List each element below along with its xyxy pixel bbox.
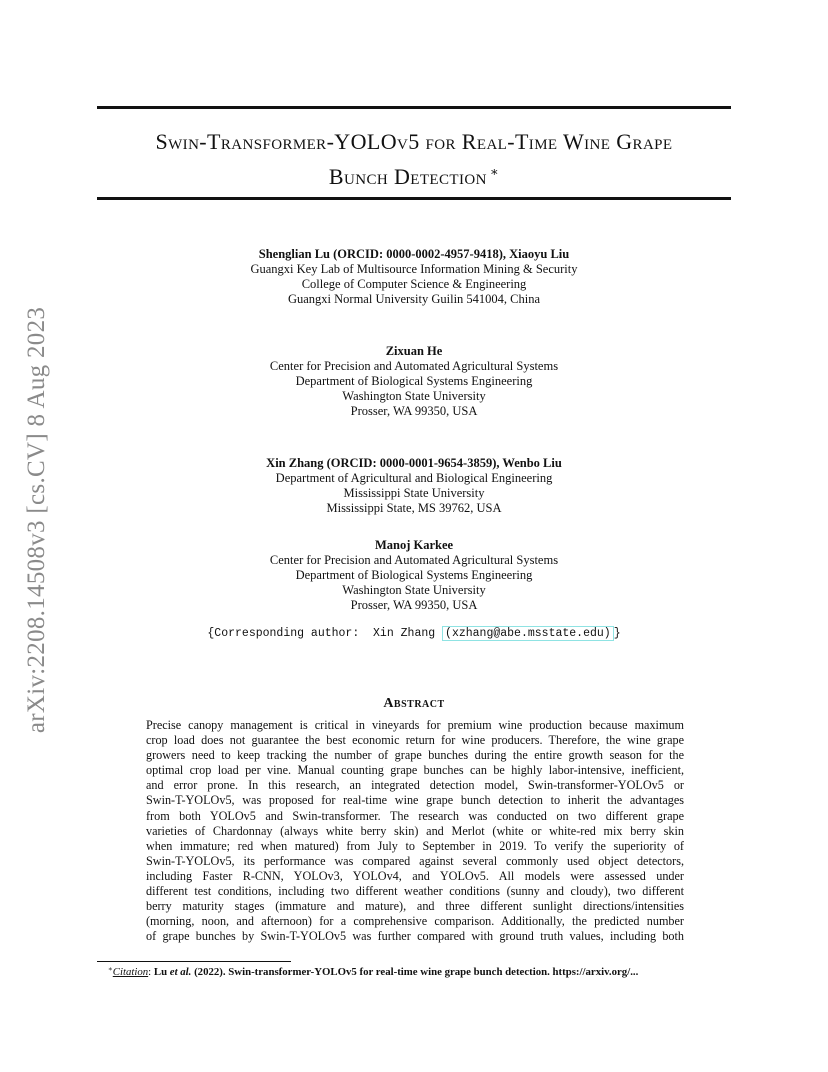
abstract-body	[146, 718, 684, 944]
affiliation-line: Guangxi Normal University Guilin 541004, China	[287, 292, 541, 306]
corresponding-author	[97, 627, 731, 640]
footnote-rule	[97, 961, 291, 962]
affiliation-line: Center for Precision and Automated Agricultural Systems	[269, 359, 559, 373]
affiliation-line: Washington State University	[342, 583, 486, 597]
affiliation-line: College of Computer Science & Engineering	[301, 277, 527, 291]
corresponding-prefix: {Corresponding author: Xin Zhang	[207, 627, 443, 640]
footnote-mark: ∗	[108, 965, 113, 973]
abstract-line: from both YOLOv5 and Swin-transformer. The research was conducted on two different grape	[146, 808, 684, 823]
footnote-separator: :	[148, 966, 154, 978]
abstract-line: optimal crop load per vine. Manual counting grape bunches can be highly labor-intensive, inefficient,	[146, 763, 684, 778]
abstract-line: berry maturity stages (immature and mature), and three different sunlight directions/intensities	[146, 899, 684, 914]
title-bottom-rule	[97, 197, 731, 200]
title-footnote-mark: ∗	[489, 164, 500, 179]
abstract-line: (morning, noon, and afternoon) for a comprehensive comparison. Additionally, the predicted number	[146, 914, 684, 929]
corresponding-suffix: }	[613, 627, 621, 640]
affiliation-line: Washington State University	[342, 389, 486, 403]
affiliation-line: Department of Biological Systems Engineering	[295, 374, 533, 388]
abstract-heading: Abstract	[383, 696, 445, 711]
footnote-citation-label: Citation	[112, 966, 149, 978]
paper-title	[97, 127, 731, 192]
footnote-reference[interactable]: (2022). Swin-transformer-YOLOv5 for real-time wine grape bunch detection. https://arxiv.org/...	[191, 966, 639, 978]
abstract-line: when immature; red when matured) from July to September in 2019. To verify the superiority of	[146, 838, 684, 853]
abstract-line: of grape bunches by Swin-T-YOLOv5 was further compared with ground truth values, including both	[146, 929, 684, 944]
paper-title-line-2	[97, 157, 731, 192]
affiliation-line: Department of Biological Systems Engineering	[295, 568, 533, 582]
author-block-3	[97, 456, 731, 516]
abstract-line: varieties of Chardonnay (always white berry skin) and Merlot (white or white-red mix berry skin	[146, 823, 684, 838]
abstract-line: including Faster R-CNN, YOLOv3, YOLOv4, and YOLOv5. All models were assessed under	[146, 868, 684, 883]
paper-title-line-1: Swin-Transformer-YOLOv5 for Real-Time Wine Grape	[155, 129, 673, 154]
abstract-line: different test conditions, including two different weather conditions (sunny and cloudy), two different	[146, 884, 684, 899]
corresponding-email-link[interactable]: (xzhang@abe.msstate.edu)	[442, 626, 614, 641]
arxiv-identifier-stamp: arXiv:2208.14508v3 [cs.CV] 8 Aug 2023	[23, 306, 50, 734]
abstract-line: Swin-T-YOLOv5, was proposed for real-time wine grape bunch detection to inherit the advantages	[146, 793, 684, 808]
citation-footnote	[108, 965, 733, 978]
author-names: Xin Zhang (ORCID: 0000-0001-9654-3859), Wenbo Liu	[266, 456, 562, 470]
affiliation-line: Prosser, WA 99350, USA	[350, 598, 478, 612]
author-names: Manoj Karkee	[374, 538, 454, 552]
author-block-1	[97, 247, 731, 307]
affiliation-line: Mississippi State, MS 39762, USA	[326, 501, 502, 515]
author-names: Zixuan He	[385, 344, 443, 358]
abstract-line: and error prone. In this research, an integrated detection model, Swin-transformer-YOLOv5 or	[146, 778, 684, 793]
author-names: Shenglian Lu (ORCID: 0000-0002-4957-9418), Xiaoyu Liu	[258, 247, 570, 261]
abstract-line: Swin-T-YOLOv5, its performance was compared against several commonly used object detectors,	[146, 853, 684, 868]
title-top-rule	[97, 106, 731, 109]
paper-title-line-2-text: Bunch Detection	[328, 164, 487, 189]
affiliation-line: Prosser, WA 99350, USA	[350, 404, 478, 418]
abstract-line: crop load does not guarantee the best economic return for wine producers. Therefore, the wine grape	[146, 733, 684, 748]
footnote-authors: Lu	[153, 966, 168, 978]
author-block-2	[97, 344, 731, 419]
abstract-line: growers need to keep tracking the number of grape bunches during the entire growth season for the	[146, 748, 684, 763]
footnote-etal: et al.	[169, 966, 192, 978]
author-block-4	[97, 538, 731, 613]
abstract-line: Precise canopy management is critical in vineyards for premium wine production because maximum	[146, 718, 684, 732]
affiliation-line: Center for Precision and Automated Agricultural Systems	[269, 553, 559, 567]
affiliation-line: Guangxi Key Lab of Multisource Information Mining & Security	[250, 262, 578, 276]
affiliation-line: Mississippi State University	[343, 486, 485, 500]
affiliation-line: Department of Agricultural and Biological Engineering	[275, 471, 553, 485]
